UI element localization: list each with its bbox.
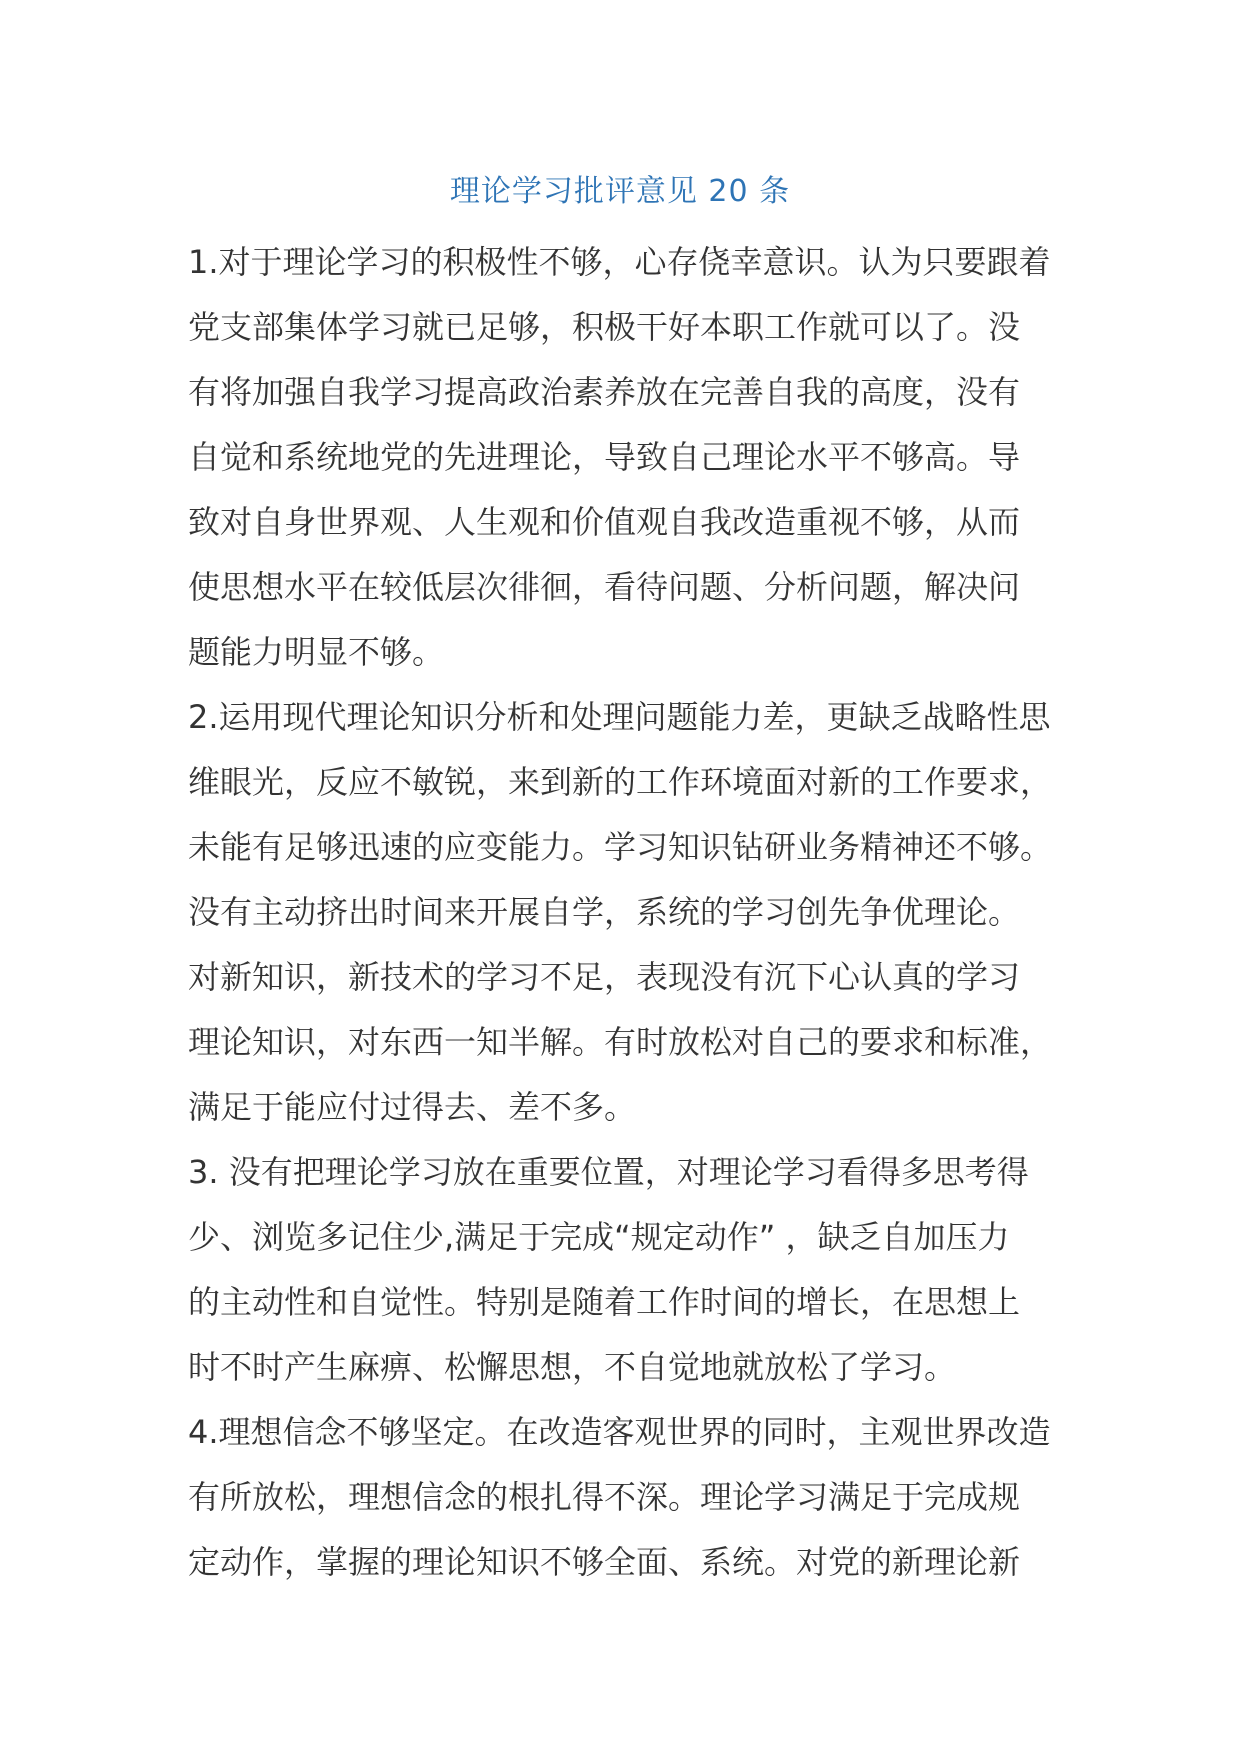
body-line: 对新知识，新技术的学习不足，表现没有沉下心认真的学习	[188, 958, 1021, 996]
body-line: 题能力明显不够。	[188, 633, 445, 671]
body-line: 3. 没有把理论学习放在重要位置，对理论学习看得多思考得	[188, 1153, 1029, 1191]
body-line: 致对自身世界观、人生观和价值观自我改造重视不够，从而	[188, 503, 1021, 541]
body-line: 有所放松，理想信念的根扎得不深。理论学习满足于完成规	[188, 1478, 1021, 1516]
body-line: 定动作，掌握的理论知识不够全面、系统。对党的新理论新	[188, 1543, 1021, 1581]
body-line: 有将加强自我学习提高政治素养放在完善自我的高度，没有	[188, 373, 1021, 411]
body-line: 4.理想信念不够坚定。在改造客观世界的同时，主观世界改造	[188, 1413, 1051, 1451]
body-line: 2.运用现代理论知识分析和处理问题能力差，更缺乏战略性思	[188, 698, 1051, 736]
body-line: 满足于能应付过得去、差不多。	[188, 1088, 637, 1126]
body-line: 维眼光，反应不敏锐，来到新的工作环境面对新的工作要求，	[188, 763, 1053, 801]
document-body	[188, 242, 1068, 1607]
body-line: 时不时产生麻痹、松懈思想，不自觉地就放松了学习。	[188, 1348, 957, 1386]
body-line: 使思想水平在较低层次徘徊，看待问题、分析问题，解决问	[188, 568, 1021, 606]
body-line: 未能有足够迅速的应变能力。学习知识钻研业务精神还不够。	[188, 828, 1053, 866]
body-line: 理论知识，对东西一知半解。有时放松对自己的要求和标准，	[188, 1023, 1053, 1061]
body-line: 自觉和系统地党的先进理论，导致自己理论水平不够高。导	[188, 438, 1021, 476]
document-title: 理论学习批评意见 20 条	[449, 174, 791, 209]
body-line: 党支部集体学习就已足够，积极干好本职工作就可以了。没	[188, 308, 1021, 346]
body-line: 1.对于理论学习的积极性不够，心存侥幸意识。认为只要跟着	[188, 243, 1051, 281]
body-line: 少、浏览多记住少,满足于完成“规定动作” ，缺乏自加压力	[188, 1218, 1010, 1256]
body-line: 没有主动挤出时间来开展自学，系统的学习创先争优理论。	[188, 893, 1021, 931]
body-line: 的主动性和自觉性。特别是随着工作时间的增长，在思想上	[188, 1283, 1021, 1321]
